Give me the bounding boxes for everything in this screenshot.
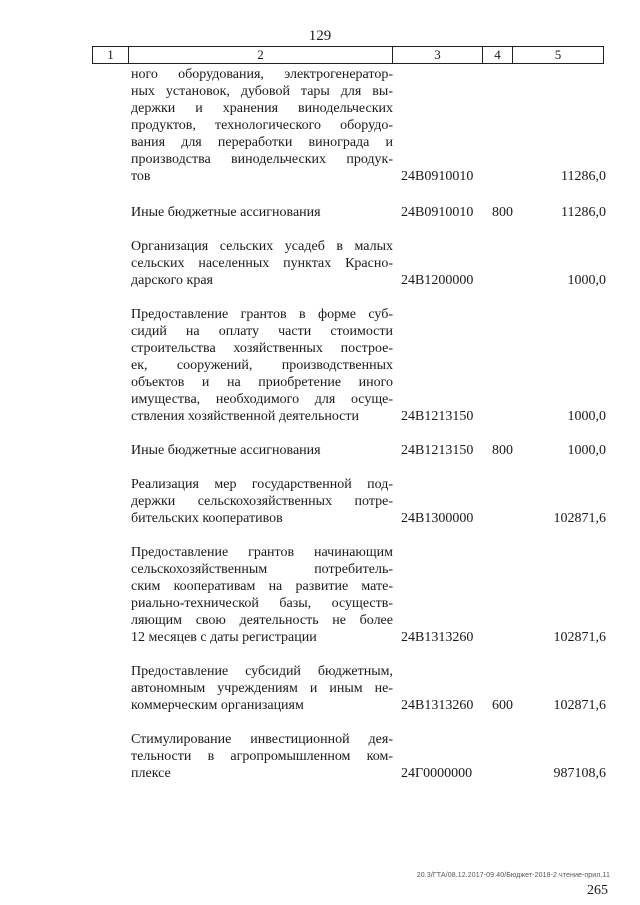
- table-row: [0, 306, 640, 425]
- document-file-reference: 20.3/ГТА/08.12.2017-09.40/Бюджет-2018-2 чтение-прил.11: [416, 872, 610, 879]
- description-line: ствления хозяйственной деятельности: [131, 409, 360, 424]
- target-article-code: 24В1213150: [401, 409, 474, 424]
- page-number-top: 129: [308, 28, 332, 44]
- description-line: ных установок, дубовой тары для вы-: [131, 84, 393, 99]
- description-line: тов: [131, 169, 151, 184]
- description-line: Предоставление субсидий бюджетным,: [131, 664, 393, 679]
- description-line: Реализация мер государственной под-: [131, 477, 393, 492]
- table-row: [0, 442, 640, 459]
- amount: 1000,0: [567, 409, 606, 424]
- amount: 102871,6: [553, 698, 606, 713]
- target-article-code: 24В1200000: [401, 273, 474, 288]
- description-line: риально-технической базы, осуществ-: [131, 596, 393, 611]
- description-line: ским кооперативам на развитие мате-: [131, 579, 393, 594]
- description-line: ляющим свою деятельность не более: [131, 613, 393, 628]
- amount: 11286,0: [561, 205, 606, 220]
- row-description: [131, 442, 393, 459]
- table-header-row: [92, 46, 604, 64]
- description-line: автономным учреждениям и иным не-: [131, 681, 393, 696]
- row-description: [131, 306, 393, 425]
- description-line: имущества, необходимого для осуще-: [131, 392, 393, 407]
- description-line: Предоставление грантов в форме суб-: [131, 307, 393, 322]
- amount: 102871,6: [553, 511, 606, 526]
- header-col-2: 2: [129, 47, 393, 63]
- description-line: держки и хранения винодельческих: [131, 101, 393, 116]
- expense-type-code: 800: [492, 443, 513, 458]
- description-line: Иные бюджетные ассигнования: [131, 205, 321, 220]
- description-line: Предоставление грантов начинающим: [131, 545, 393, 560]
- target-article-code: 24В1213150: [401, 443, 474, 458]
- row-description: [131, 66, 393, 185]
- table-row: [0, 238, 640, 289]
- description-line: сельских населенных пунктах Красно-: [131, 256, 393, 271]
- table-body: [0, 66, 640, 782]
- description-line: сидий на оплату части стоимости: [131, 324, 393, 339]
- table-row: [0, 476, 640, 527]
- header-col-1: 1: [93, 47, 129, 63]
- row-description: [131, 731, 393, 782]
- description-line: коммерческим организациям: [131, 698, 304, 713]
- description-line: строительства хозяйственных построе-: [131, 341, 393, 356]
- row-description: [131, 204, 393, 221]
- header-col-4: 4: [483, 47, 513, 63]
- amount: 102871,6: [553, 630, 606, 645]
- page-number-bottom: 265: [587, 883, 608, 898]
- target-article-code: 24В1313260: [401, 630, 474, 645]
- row-description: [131, 476, 393, 527]
- expense-type-code: 600: [492, 698, 513, 713]
- description-line: Организация сельских усадеб в малых: [131, 239, 393, 254]
- header-col-5: 5: [554, 47, 562, 62]
- target-article-code: 24В1300000: [401, 511, 474, 526]
- table-row: [0, 663, 640, 714]
- target-article-code: 24В0910010: [401, 169, 474, 184]
- description-line: ного оборудования, электрогенератор-: [131, 67, 393, 82]
- row-description: [131, 663, 393, 714]
- amount: 987108,6: [553, 766, 606, 781]
- target-article-code: 24В0910010: [401, 205, 474, 220]
- description-line: Иные бюджетные ассигнования: [131, 443, 321, 458]
- row-description: [131, 238, 393, 289]
- target-article-code: 24Г0000000: [401, 766, 473, 781]
- expense-type-code: 800: [492, 205, 513, 220]
- description-line: продуктов, технологического оборудо-: [131, 118, 393, 133]
- description-line: 12 месяцев с даты регистрации: [131, 630, 317, 645]
- description-line: тельности в агропромышленном ком-: [131, 749, 393, 764]
- target-article-code: 24В1313260: [401, 698, 474, 713]
- amount: 11286,0: [561, 169, 606, 184]
- table-row: [0, 66, 640, 185]
- description-line: ек, сооружений, производственных: [131, 358, 393, 373]
- description-line: вания для переработки винограда и: [131, 135, 393, 150]
- description-line: Стимулирование инвестиционной дея-: [131, 732, 393, 747]
- description-line: производства винодельческих продук-: [131, 152, 393, 167]
- description-line: держки сельскохозяйственных потре-: [131, 494, 393, 509]
- description-line: объектов и на приобретение иного: [131, 375, 393, 390]
- amount: 1000,0: [567, 273, 606, 288]
- description-line: сельскохозяйственным потребитель-: [131, 562, 393, 577]
- amount: 1000,0: [567, 443, 606, 458]
- row-description: [131, 544, 393, 646]
- table-row: [0, 204, 640, 221]
- description-line: бительских кооперативов: [131, 511, 283, 526]
- header-col-3: 3: [393, 47, 483, 63]
- table-row: [0, 544, 640, 646]
- description-line: плексе: [131, 766, 171, 781]
- description-line: дарского края: [131, 273, 213, 288]
- table-row: [0, 731, 640, 782]
